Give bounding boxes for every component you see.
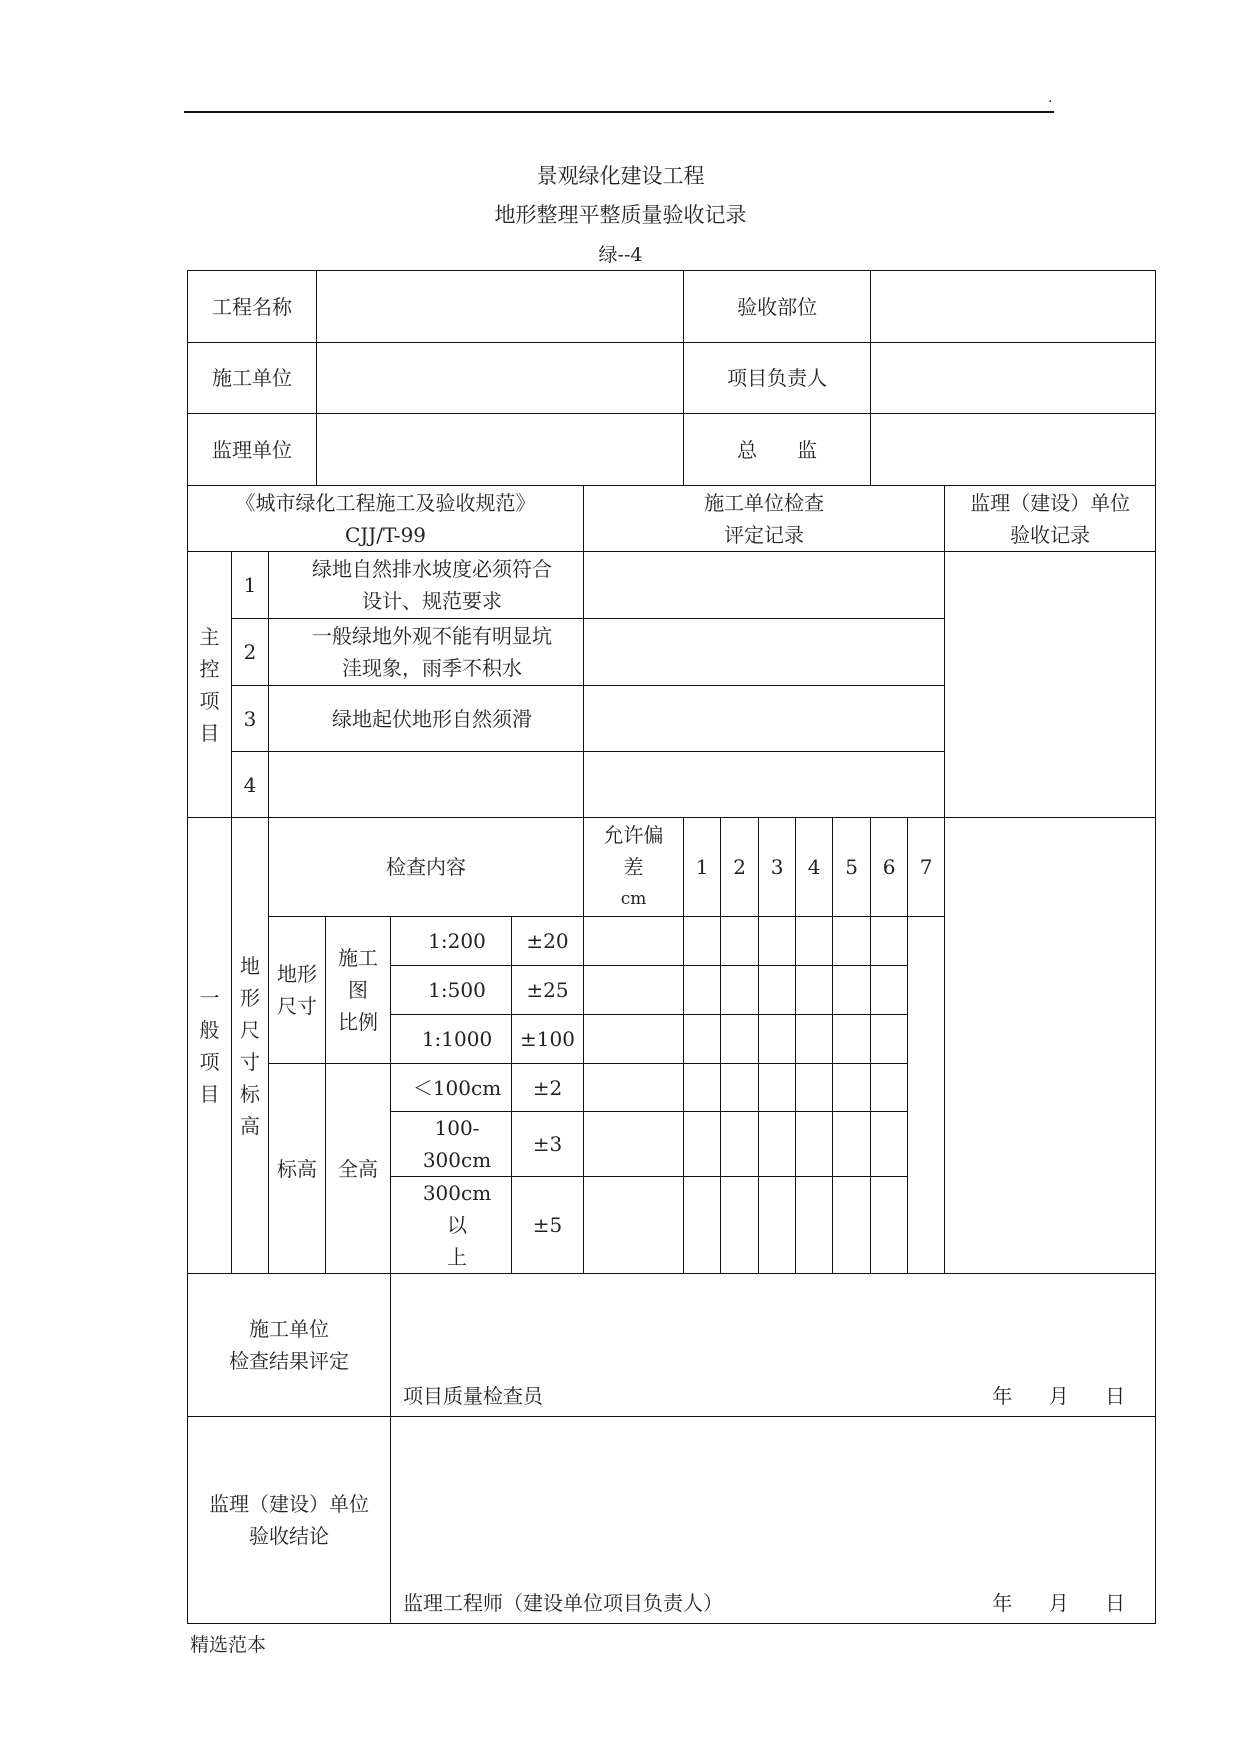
general-sub-char: 尺 xyxy=(240,1017,260,1042)
check-content-header: 检查内容 xyxy=(269,818,584,917)
drawing-scale-l3: 比例 xyxy=(338,1010,378,1034)
main-item-row xyxy=(188,552,1156,619)
spec-value-l2: 上 xyxy=(447,1245,467,1269)
main-item-text xyxy=(269,752,584,818)
point-cell[interactable] xyxy=(721,966,759,1015)
main-item-check[interactable] xyxy=(584,552,945,619)
tolerance-value: ±100 xyxy=(512,1015,584,1064)
point-cell[interactable] xyxy=(871,1064,908,1112)
point-cell[interactable] xyxy=(796,1064,833,1112)
drawing-scale-label xyxy=(326,917,391,1064)
point-cell[interactable] xyxy=(833,1064,871,1112)
full-height-label: 全高 xyxy=(326,1064,391,1274)
general-sub-char: 地 xyxy=(240,953,260,978)
construction-eval-label-l2: 检查结果评定 xyxy=(229,1349,349,1373)
construction-eval-content[interactable] xyxy=(391,1274,1156,1417)
construction-signature-line xyxy=(391,1380,1155,1412)
point-cell[interactable] xyxy=(684,1112,721,1177)
acceptance-part-label: 验收部位 xyxy=(684,271,871,343)
supervision-conclusion-label-l2: 验收结论 xyxy=(249,1524,329,1548)
main-item-no: 4 xyxy=(232,752,269,818)
info-row-project xyxy=(188,271,1156,343)
main-items-group-label xyxy=(188,552,232,818)
general-sub-char: 高 xyxy=(240,1113,260,1138)
spec-value-l1: 300cm 以 xyxy=(422,1181,512,1237)
point-cell[interactable] xyxy=(833,917,871,966)
point-header: 4 xyxy=(796,818,833,917)
header-rule xyxy=(184,111,1054,113)
main-item-no: 2 xyxy=(232,619,269,686)
month-label: 月 xyxy=(1048,1384,1069,1408)
main-items-group-char: 主 xyxy=(199,624,220,649)
footer-text: 精选范本 xyxy=(190,1634,267,1656)
year-label: 年 xyxy=(992,1591,1013,1615)
main-item-check[interactable] xyxy=(584,619,945,686)
point-cell[interactable] xyxy=(759,1015,796,1064)
info-row-construction xyxy=(188,343,1156,414)
spec-header-row xyxy=(188,486,1156,552)
supervising-engineer-label: 监理工程师（建设单位项目负责人） xyxy=(403,1591,723,1615)
point-header: 6 xyxy=(871,818,908,917)
elevation-label: 标高 xyxy=(269,1064,326,1274)
spec-value: 1:200 xyxy=(391,917,512,966)
point-cell[interactable] xyxy=(833,1015,871,1064)
tolerance-header-l3: cm xyxy=(620,889,647,909)
point-cell[interactable] xyxy=(759,1112,796,1177)
spec-value: 100-300cm xyxy=(391,1112,512,1177)
point-cell[interactable] xyxy=(584,1064,684,1112)
point-cell[interactable] xyxy=(684,966,721,1015)
point-cell[interactable] xyxy=(721,1064,759,1112)
tolerance-value: ±2 xyxy=(512,1064,584,1112)
point-cell[interactable] xyxy=(871,966,908,1015)
point-cell[interactable] xyxy=(584,966,684,1015)
document-subtitle: 地形整理平整质量验收记录 xyxy=(494,203,747,227)
point-cell[interactable] xyxy=(871,917,908,966)
info-row-supervision xyxy=(188,414,1156,486)
standard-code: CJJ/T-99 xyxy=(344,522,427,547)
tolerance-value: ±3 xyxy=(512,1112,584,1177)
tolerance-header-l1: 允许偏 xyxy=(603,823,664,847)
supervision-unit-label: 监理单位 xyxy=(188,414,317,486)
spec-value: ＜100cm xyxy=(391,1064,512,1112)
general-sub-char: 标 xyxy=(240,1081,260,1106)
general-items-group-char: 目 xyxy=(199,1081,220,1106)
accept-record-header xyxy=(945,486,1156,552)
general-items-group-label xyxy=(188,818,232,1274)
main-items-group-char: 目 xyxy=(199,720,220,745)
general-items-sub-label xyxy=(232,818,269,1274)
spec-value xyxy=(391,1177,512,1274)
point-cell[interactable] xyxy=(796,1112,833,1177)
tolerance-header-l2: 差 xyxy=(623,855,644,879)
point-cell[interactable] xyxy=(833,966,871,1015)
supervision-conclusion-label-l1: 监理（建设）单位 xyxy=(209,1492,369,1516)
point-header: 3 xyxy=(759,818,796,917)
main-items-group-char: 项 xyxy=(199,688,220,713)
project-name-value[interactable] xyxy=(317,271,684,343)
supervision-conclusion-label xyxy=(188,1417,391,1624)
terrain-size-l2: 尺寸 xyxy=(277,994,317,1018)
point-cell[interactable] xyxy=(721,1112,759,1177)
point-cell[interactable] xyxy=(759,966,796,1015)
main-item-no: 3 xyxy=(232,686,269,752)
tolerance-value: ±20 xyxy=(512,917,584,966)
chief-supervisor-label: 总 监 xyxy=(684,414,871,486)
check-record-header-l2: 评定记录 xyxy=(724,522,805,547)
main-item-text-l2: 洼现象，雨季不积水 xyxy=(342,656,522,680)
point-cell[interactable] xyxy=(796,1177,833,1274)
standard-cell xyxy=(188,486,584,552)
point-cell[interactable] xyxy=(721,917,759,966)
main-item-text: 绿地起伏地形自然须滑 xyxy=(269,686,584,752)
point-cell[interactable] xyxy=(584,1112,684,1177)
drawing-scale-l1: 施工 xyxy=(338,946,378,970)
check-record-header-l1: 施工单位检查 xyxy=(704,490,825,515)
point-cell[interactable] xyxy=(759,917,796,966)
document-title: 景观绿化建设工程 xyxy=(536,164,705,188)
project-leader-value[interactable] xyxy=(871,343,1156,414)
supervision-conclusion-content[interactable] xyxy=(391,1417,1156,1624)
point-cell[interactable] xyxy=(721,1015,759,1064)
construction-eval-row xyxy=(188,1274,1156,1417)
acceptance-part-value[interactable] xyxy=(871,271,1156,343)
main-item-text xyxy=(269,552,584,619)
supervision-signature-line xyxy=(391,1587,1155,1619)
main-item-no: 1 xyxy=(232,552,269,619)
point-cell[interactable] xyxy=(796,966,833,1015)
construction-eval-label xyxy=(188,1274,391,1417)
accept-record-header-l2: 验收记录 xyxy=(1010,522,1091,547)
point-cell[interactable] xyxy=(796,917,833,966)
day-label: 日 xyxy=(1105,1591,1126,1615)
tolerance-value: ±25 xyxy=(512,966,584,1015)
month-label: 月 xyxy=(1048,1591,1069,1615)
tolerance-value: ±5 xyxy=(512,1177,584,1274)
point-cell[interactable] xyxy=(871,1177,908,1274)
project-name-label: 工程名称 xyxy=(188,271,317,343)
point-header: 1 xyxy=(684,818,721,917)
construction-unit-label: 施工单位 xyxy=(188,343,317,414)
main-item-text-l1: 绿地自然排水坡度必须符合 xyxy=(312,557,552,581)
point-cell[interactable] xyxy=(759,1177,796,1274)
general-sub-char: 寸 xyxy=(240,1049,260,1074)
acceptance-form-table xyxy=(187,270,1156,1624)
chief-supervisor-value[interactable] xyxy=(871,414,1156,486)
drawing-scale-l2: 图 xyxy=(348,978,368,1002)
supervision-conclusion-row xyxy=(188,1417,1156,1624)
general-items-group-char: 一 xyxy=(199,985,220,1010)
general-header-row xyxy=(188,818,1156,917)
supervision-date xyxy=(962,1587,1125,1619)
quality-inspector-label: 项目质量检查员 xyxy=(403,1384,543,1408)
main-item-check[interactable] xyxy=(584,752,945,818)
spec-value: 1:1000 xyxy=(391,1015,512,1064)
main-item-text-l2: 设计、规范要求 xyxy=(362,589,502,613)
header-dot: . xyxy=(1048,90,1053,106)
point-cell[interactable] xyxy=(684,1064,721,1112)
point-cell[interactable] xyxy=(871,1015,908,1064)
spec-value: 1:500 xyxy=(391,966,512,1015)
main-items-group-char: 控 xyxy=(199,656,220,681)
point-cell[interactable] xyxy=(721,1177,759,1274)
day-label: 日 xyxy=(1105,1384,1126,1408)
point-cell[interactable] xyxy=(833,1112,871,1177)
point-cell[interactable] xyxy=(684,917,721,966)
construction-date xyxy=(962,1380,1125,1412)
point-header: 2 xyxy=(721,818,759,917)
terrain-size-l1: 地形 xyxy=(277,962,317,986)
point-cell[interactable] xyxy=(684,1177,721,1274)
point-cell[interactable] xyxy=(759,1064,796,1112)
year-label: 年 xyxy=(992,1384,1013,1408)
point-cell[interactable] xyxy=(796,1015,833,1064)
construction-unit-value[interactable] xyxy=(317,343,684,414)
point-cell[interactable] xyxy=(584,1015,684,1064)
general-items-group-char: 项 xyxy=(199,1049,220,1074)
accept-record-header-l1: 监理（建设）单位 xyxy=(970,490,1131,515)
general-sub-char: 形 xyxy=(240,985,260,1010)
point-header: 5 xyxy=(833,818,871,917)
general-items-accept-record[interactable] xyxy=(945,818,1156,1274)
main-item-text-l1: 一般绿地外观不能有明显坑 xyxy=(312,624,552,648)
terrain-size-label xyxy=(269,917,326,1064)
point-cell[interactable] xyxy=(684,1015,721,1064)
tolerance-header xyxy=(584,818,684,917)
standard-name: 《城市绿化工程施工及验收规范》 xyxy=(235,490,536,515)
general-items-group-char: 般 xyxy=(199,1017,220,1042)
point-cell[interactable] xyxy=(871,1112,908,1177)
point-cell[interactable] xyxy=(584,917,684,966)
form-code: 绿--4 xyxy=(598,244,643,266)
point-header: 7 xyxy=(908,818,945,917)
check-record-header xyxy=(584,486,945,552)
construction-eval-label-l1: 施工单位 xyxy=(249,1317,329,1341)
project-leader-label: 项目负责人 xyxy=(684,343,871,414)
point-cell[interactable] xyxy=(833,1177,871,1274)
main-items-accept-record[interactable] xyxy=(945,552,1156,818)
supervision-unit-value[interactable] xyxy=(317,414,684,486)
main-item-check[interactable] xyxy=(584,686,945,752)
main-item-text xyxy=(269,619,584,686)
point-cell[interactable] xyxy=(584,1177,684,1274)
